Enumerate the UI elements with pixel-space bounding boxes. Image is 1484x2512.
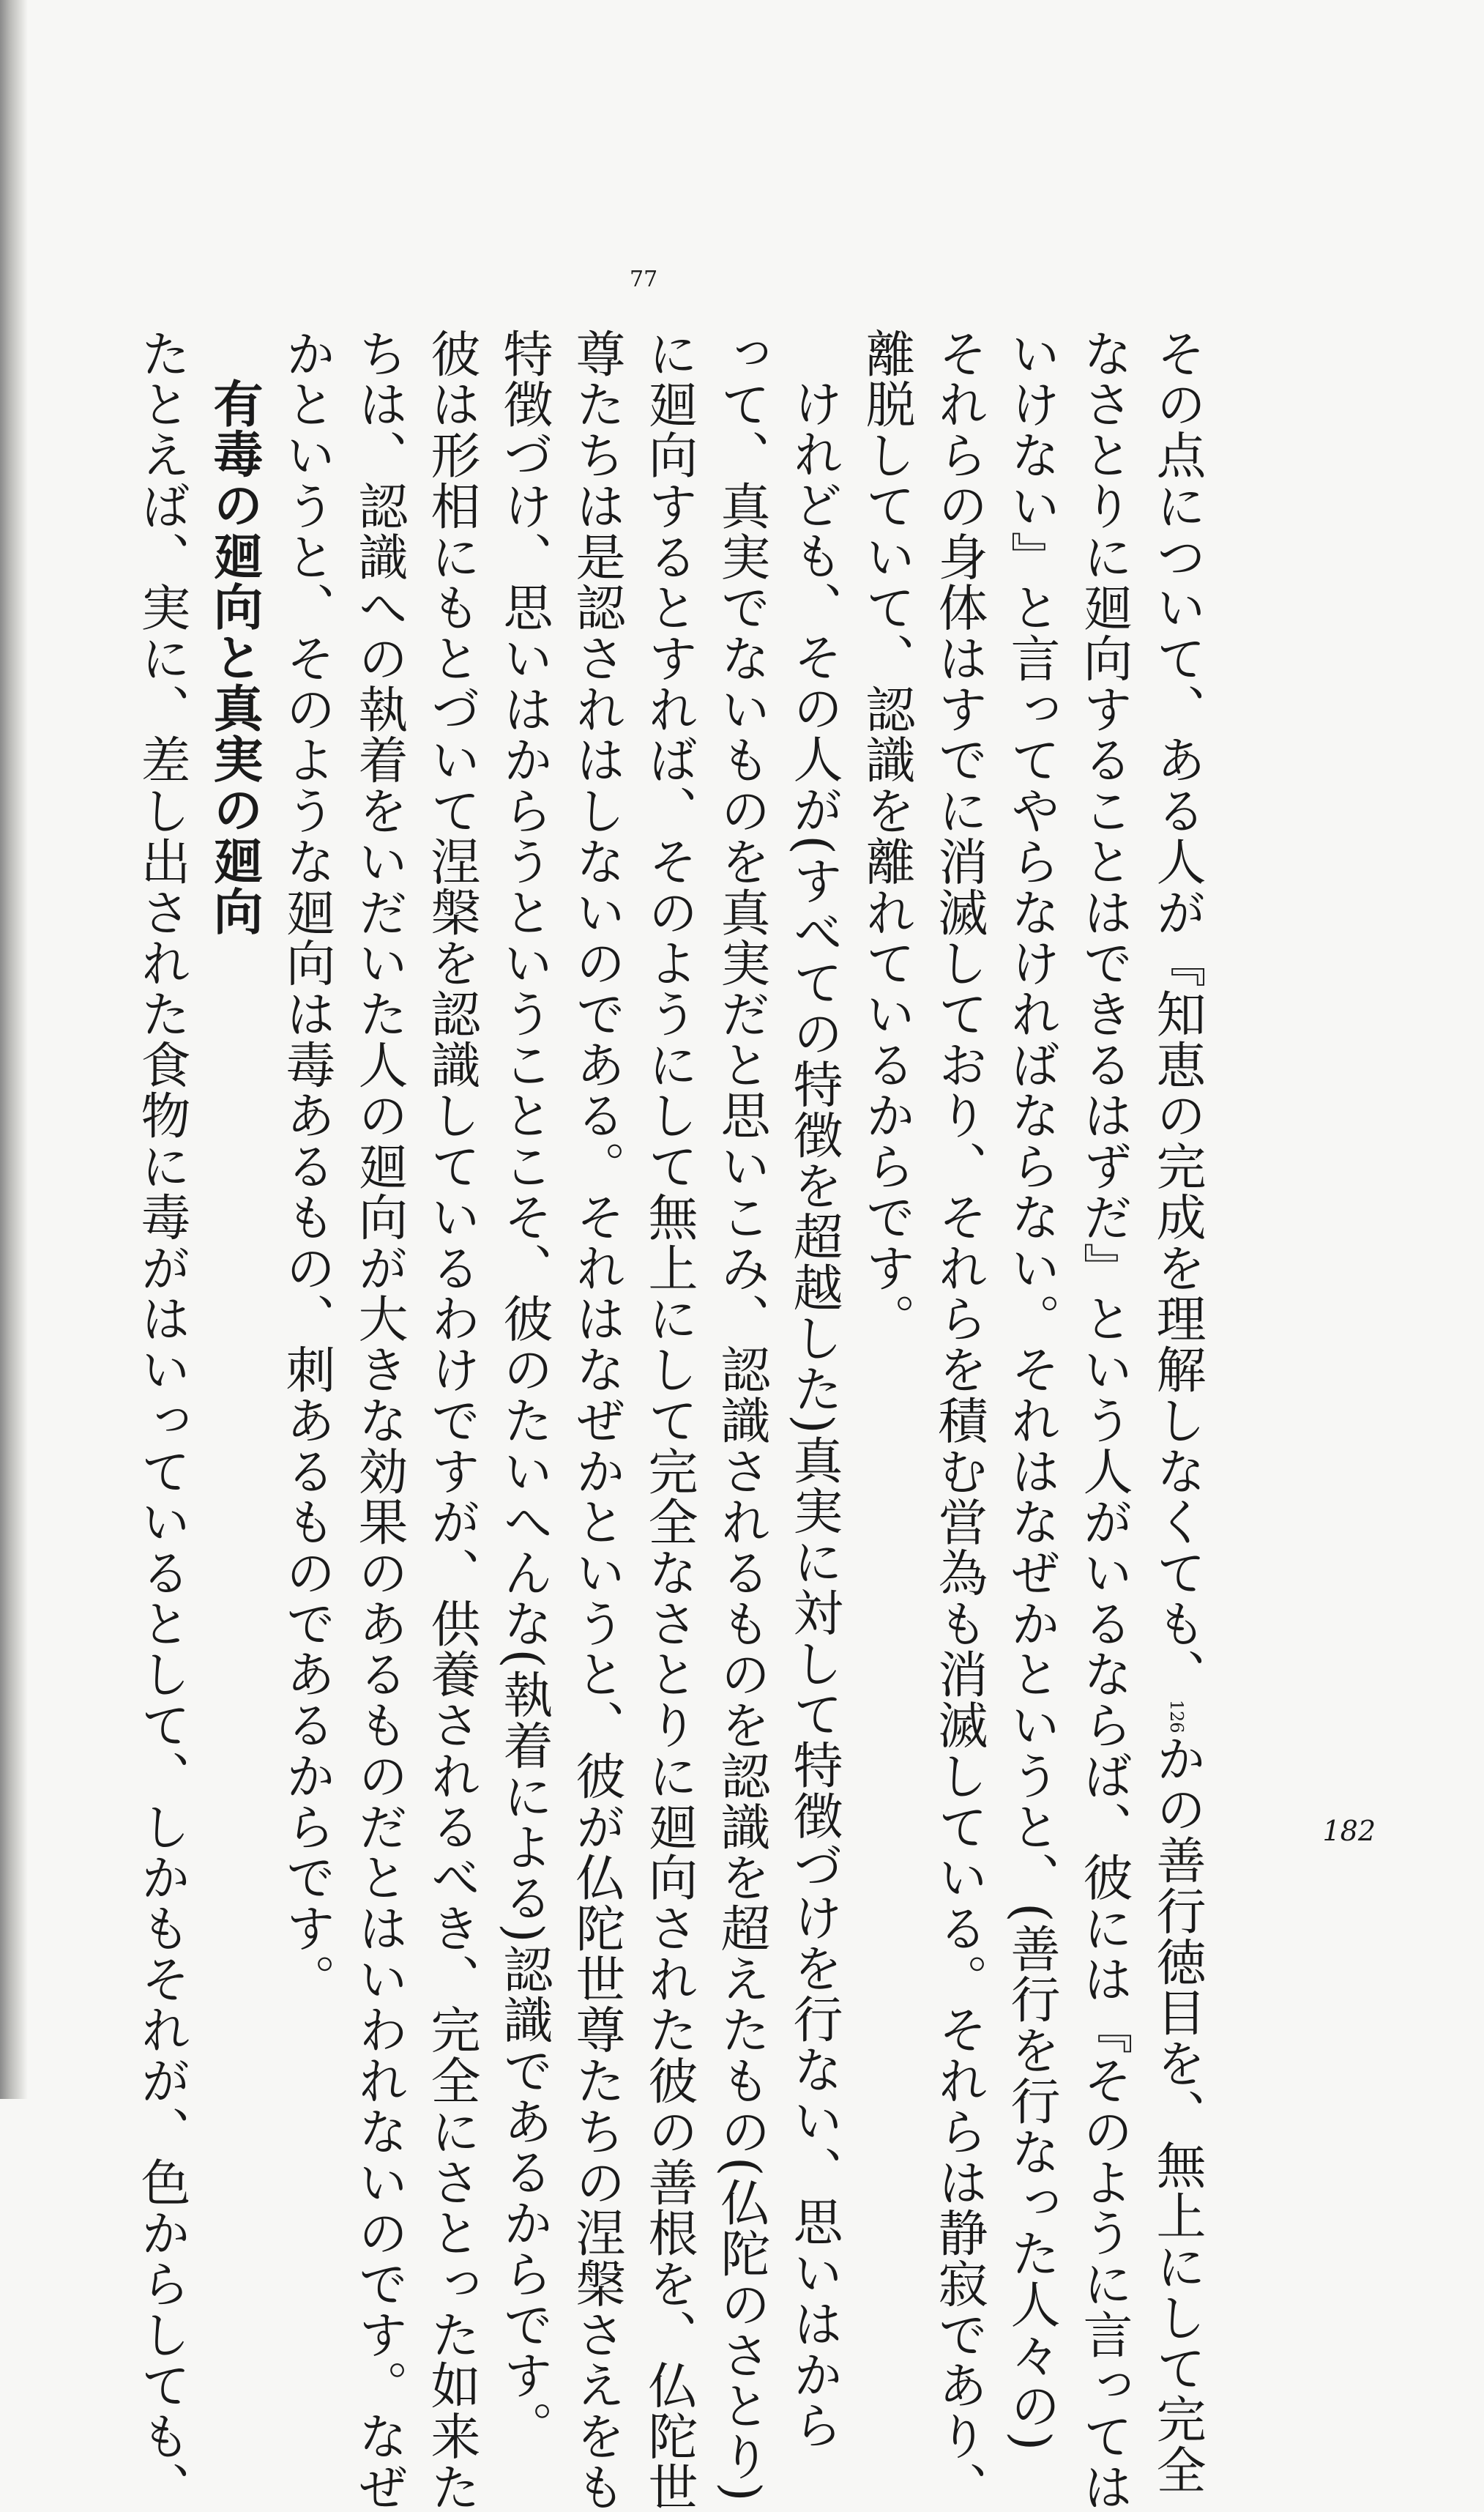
text-line: たとえば、実に、差し出された食物に毒がはいっているとして、しかもそれが、色からしても、: [133, 328, 190, 2512]
section-heading: 有毒の廻向と真実の廻向: [205, 378, 263, 937]
text-line: 特徴づけ、思いはからうということこそ、彼のたいへんな(執着による)認識であるからです。: [495, 328, 553, 2452]
text-line: けれども、その人が(すべての特徴を超越した)真実に対して特徴づけを行ない、思いはから: [785, 378, 843, 2451]
section-number: 77: [630, 267, 658, 292]
page-number: 182: [1322, 1815, 1376, 1847]
text-line: 尊たちは是認されはしないのである。それはなぜかというと、彼が仏陀世尊たちの涅槃さえをも: [567, 328, 625, 2512]
text-line: 離脱していて、認識を離れているからです。: [857, 328, 915, 1345]
text-line: それらの身体はすでに消滅しており、それらを積む営為も消滅している。それらは静寂であり、: [930, 328, 988, 2512]
scan-binding-edge: [0, 0, 28, 2099]
text-line: ちは、認識への執着をいだいた人の廻向が大きな効果のあるものだとはいわれないのです。なぜ: [350, 328, 408, 2512]
text-line: いけない』と言ってやらなければならない。それはなぜかというと、(善行を行なった人々の): [1002, 328, 1060, 2452]
footnote-marker: 126: [1166, 1699, 1187, 1733]
vertical-text-body: [125, 328, 1213, 2512]
text-line: かというと、そのような廻向は毒あるもの、刺あるものであるからです。: [277, 328, 335, 2004]
text-line: って、真実でないものを真実だと思いこみ、認識されるものを認識を超えたもの(仏陀のさとり): [712, 328, 770, 2502]
text-line: [1140, 328, 1213, 2495]
text-line: なさとりに廻向することはできるはずだ』という人がいるならば、彼には『そのように言っては: [1075, 328, 1133, 2512]
text-line: に廻向するとすれば、そのようにして無上にして完全なさとりに廻向された彼の善根を、仏陀世: [640, 328, 698, 2512]
text-line-part: かの善行徳目を、無上にして完全: [1148, 1733, 1206, 2495]
text-line: 彼は形相にもとづいて涅槃を認識しているわけですが、供養されるべき、完全にさとった如来た: [422, 328, 480, 2512]
text-line-part: その点について、ある人が『知恵の完成を理解しなくても、: [1148, 328, 1206, 1700]
